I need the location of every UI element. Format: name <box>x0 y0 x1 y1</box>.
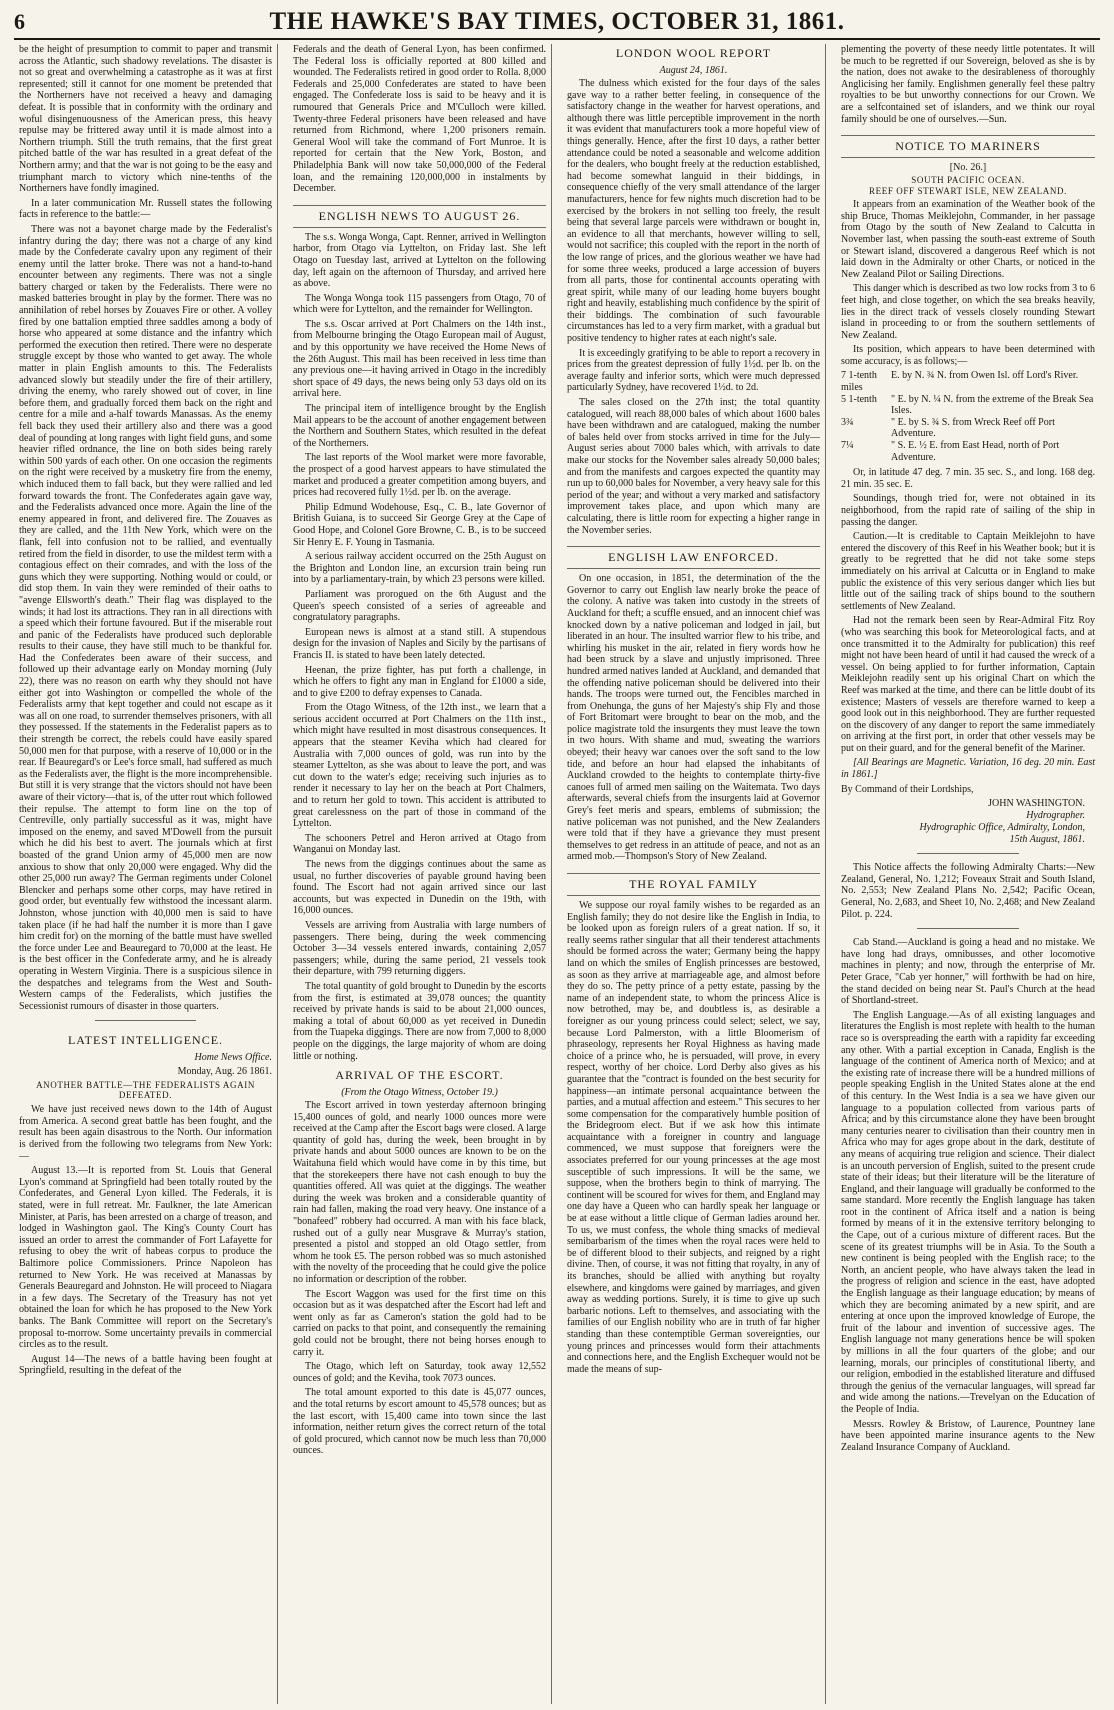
bearing-row <box>841 440 1095 463</box>
column-1 <box>14 44 278 1704</box>
article-paragraph: Soundings, though tried for, were not obtained in its neighborhood, from the rapid rate of sailing of the ship in passing the danger. <box>841 493 1095 528</box>
divider <box>917 928 1019 929</box>
article-paragraph: The Escort arrived in town yesterday afternoon bringing 15,400 ounces of gold, and nearly 1000 ounces more were received at the Camp after the Escort bags were closed. A large quantity of gold has, during the week, been brought in by private hands and about 5000 ounces are known to be on the Waitahuna field which would have come in by this time, but that the storekeepers there have not cash enough to buy the quantities offered. All was quiet at the diggings. The weather during the week was broken and a considerable quantity of rain had fallen, making the road very heavy. One instance of a "bonafeed" robbery had occurred. A man with his face black, rushed out of a gully near Musgrave & Murray's station, presented a pistol and stopped an old Otago settler, from whom he took £5. The person robbed was so much astonished with the novelty of the proceeding that he could give the police no information or description of the robber. <box>293 1100 546 1285</box>
article-paragraph: On one occasion, in 1851, the determination of the the Governor to carry out English law nearly broke the peace of the colony. A native was taken into custody in the streets of Auckland for theft; a scuffle ensued, and an innocent chief was knocked down by a native policeman and lodged in jail, but liberated in an hour. The insulted warrior flew to his tribe, and whirling his musket in the air, related in fiery words how he had been struck by a slave and unjustly imprisoned. Three hundred armed natives landed at Auckland, and demanded that the offending native policeman should be delivered into their hands. The troops were turned out, the Fencibles marched in from Onehunga, the guns of her Majesty's ship Fly and those of Fort Britomart were brought to bear on the mob, and the police magistrate told the insurgents they must leave the town in two hours. With shame and mud, sweating the warriors obeyed; their heavy war canoes over the soft sand to the low tide, and before an hour had elapsed the inhabitants of Auckland crowded to the heights to contemplate thirty-five canoes full of armed men sailing on the Waitemata. Two days afterwards, several chiefs from the insurgents laid at Governor Grey's feet meris and spears, emblems of submission; the native policeman was not punished, and the New Zealanders were told that if they have a grievance they must present themselves to get redress in an attitude of peace, and not as an armed mob.—Thompson's Story of New Zealand. <box>567 573 820 863</box>
bearing-row <box>841 417 1095 440</box>
section-heading-wool-report: LONDON WOOL REPORT <box>615 46 772 60</box>
article-paragraph: The total amount exported to this date is 45,077 ounces, and the total returns by escort amount to 45,578 ounces; but as the last escort, with 15,400 came into town since the last information, neither return gives the correct return of the total of gold procured, which cannot now be much less than 70,000 ounces. <box>293 1387 546 1457</box>
bearing-distance: 7 1-tenth miles <box>841 370 877 394</box>
command-line: By Command of their Lordships, <box>841 783 974 795</box>
article-paragraph: The last reports of the Wool market were more favorable, the prospect of a good harvest appears to have stimulated the market and produced a greater competition among buyers, and prices had recovered fully 1½d. per lb. on the average. <box>293 452 546 499</box>
section-heading-english-law: ENGLISH LAW ENFORCED. <box>567 546 820 569</box>
notice-region: SOUTH PACIFIC OCEAN. <box>911 175 1025 186</box>
wool-date: August 24, 1861. <box>659 65 728 76</box>
bearing-distance: 7¼ <box>841 440 854 452</box>
bearing-distance: 5 1-tenth <box>841 393 877 405</box>
signature-date: 15th August, 1861. <box>1009 834 1085 846</box>
article-paragraph: We have just received news down to the 14th of August from America. A second great battle has been fought, and the result has been again disastrous to the North. Our information is derived from the following two telegrams from New York:— <box>19 1104 272 1162</box>
article-paragraph: The sales closed on the 27th inst; the total quantity catalogued, will reach 88,000 bales of which about 1600 bales have been withdrawn and are catalogued, making the number of bales held over from stocks arrived in time for the July—August series about 7000 bales which, with arrivals to date make our stocks for the November sales already 50,000 bales; and from the manifests and cargoes expected the quantity may run up to 60,000 bales for November, a very heavy sale for this period of the year; and without a very marked and satisfactory improvement takes place, and upon which many are calculating, there is little room for expecting a higher range in the November series. <box>567 397 820 536</box>
bearing-description: " E. by S. ¾ S. from Wreck Reef off Port Adventure. <box>891 416 1055 440</box>
article-paragraph: In a later communication Mr. Russell states the following facts in reference to the battle:— <box>19 197 272 221</box>
article-paragraph: Its position, which appears to have been determined with some accuracy, is as follows;— <box>841 344 1095 367</box>
signature-office: Hydrographic Office, Admiralty, London, <box>919 822 1085 834</box>
notice-number: [No. 26.] <box>949 162 987 174</box>
column-4 <box>836 44 1100 1704</box>
bearing-row <box>841 370 1095 393</box>
section-heading-latest-intelligence: LATEST INTELLIGENCE. <box>67 1033 224 1048</box>
article-paragraph: Messrs. Rowley & Bristow, of Laurence, Pountney lane have been appointed marine insurance agents to the New Zealand Insurance Company of Auckland. <box>841 1418 1095 1453</box>
bearing-description: " S. E. ½ E. from East Head, north of Port Adventure. <box>891 440 1060 463</box>
article-paragraph: A serious railway accident occurred on the 25th August on the Brighton and London line, an excursion train being run into by a parliamentary-train, by which 23 persons were killed. <box>293 551 546 586</box>
article-paragraph: Had not the remark been seen by Rear-Admiral Fitz Roy (who was searching this book for Meteorological facts, and at once transmitted it to the Admiralty for publication) this reef might not have been heard of until it had caused the wreck of a vessel. On being applied to for further information, Captain Meiklejohn readily sent up his original Chart on which the Reef was marked at the time, and there can be little doubt of its existence; Masters of vessels are therefore warned to keep a good look out in this neighborhood. They are further requested on the discovery of any danger to report the same immediately on arriving at the first port, in order that other vessels may be put on their guard, and for the general benefit of the Mariner. <box>841 615 1095 754</box>
article-paragraph: The s.s. Wonga Wonga, Capt. Renner, arrived in Wellington harbor, from Otago via Lyttelton, on Friday last. She left Otago on Tuesday last, arrived at Lyttelton on the following day, left again on the afternoon of Thursday, and arrived here as above. <box>293 231 546 290</box>
article-paragraph: Heenan, the prize fighter, has put forth a challenge, in which he offers to fight any man in England for £1000 a side, and to give £200 to defray expenses to Canada. <box>293 664 546 699</box>
article-paragraph: This danger which is described as two low rocks from 3 to 6 feet high, and close together, on which the sea breaks heavily, lies in the direct track of vessels closely rounding Stewart island in proceeding to or from the southern settlements of New Zealand. <box>841 283 1095 341</box>
article-paragraph: It is exceedingly gratifying to be able to report a recovery in prices from the greatest depression of fully 1½d. per lb. on the average faulty and inferior sorts, which were much depressed particularly Sydney, have recovered 1½d. to 2d. <box>567 347 820 394</box>
signature-title: Hydrographer. <box>1026 810 1085 822</box>
article-paragraph: This Notice affects the following Admiralty Charts:—New Zealand, General, No. 1,212; Foveaux Strait and South Island, No. 2,553; New Zealand Plans No. 2,542; Pacific Ocean, General, No. 2,683, and Sheet 10, No. 2,468; and New Zealand Pilot. p. 224. <box>841 862 1095 920</box>
escort-source: (From the Otago Witness, October 19.) <box>341 1087 498 1099</box>
latest-date: Monday, Aug. 26 1861. <box>177 1066 272 1078</box>
bearings-note: [All Bearings are Magnetic. Variation, 16 deg. 20 min. East in 1861.] <box>841 757 1095 781</box>
notice-subheading: REEF OFF STEWART ISLE, NEW ZEALAND. <box>869 186 1067 197</box>
page-number: 6 <box>14 9 25 34</box>
article-paragraph: August 13.—It is reported from St. Louis that General Lyon's command at Springfield had been totally routed by the Confederates, and General Lyon killed. The Federals, it is stated, were in full retreat. Mr. Faulkner, the late American Minister, at Paris, has been arrested on a charge of treason, and lodged in Washington gaol. The King's County Court has issued an order to arrest the commander of Fort Lafayette for refusing to obey the writ of habeas corpus to produce the Baltimore police Commissioners. Prince Napoleon has returned to New York. He was received at Manassas by Generals Beauregard and Johnston. He will proceed to Niagara in a few days. The Secretary of the Treasury has not yet obtained the loan for which he has proposed to the New York banks. The Bank Committee will report on the Secretary's proposal to-morrow. Some uncertainty prevails in commercial circles as to the result. <box>19 1165 272 1351</box>
article-paragraph: European news is almost at a stand still. A stupendous design for the invasion of Naples and Sicily by the partisans of Francis II. is stated to have been lately detected. <box>293 626 546 661</box>
latest-subheading: ANOTHER BATTLE—THE FEDERALISTS AGAIN DEFEATED. <box>36 1080 255 1101</box>
column-2 <box>288 44 552 1704</box>
article-paragraph: The Escort Waggon was used for the first time on this occasion but as it was despatched after the Escort had left and went only as far as Cameron's station the gold had to be carried on packs to that point, and consequently the remaining gold could not be brought, there not being horses enough to carry it. <box>293 1288 546 1358</box>
bearing-description: " E. by N. ¼ N. from the extreme of the Break Sea Isles. <box>891 393 1094 417</box>
bearing-description: E. by N. ¾ N. from Owen Isl. off Lord's River. <box>891 370 1079 382</box>
article-paragraph: From the Otago Witness, of the 12th inst., we learn that a serious accident occurred at Port Chalmers on the 11th inst., which might have resulted in most disastrous consequences. It appears that the steamer Keviha which had cleared for Australia with 7,000 ounces of gold, was run into by the steamer Lyttelton, as she was about to leave the port, and was cut down to the water's edge; receiving such injuries as to render it necessary to lay her on the beach at Port Chalmers, and to return her gold to town. This accident is attributed to great carelessness on the part of those in command of the Lyttelton. <box>293 702 546 830</box>
article-paragraph: The English Language.—As of all existing languages and literatures the English is most replete with health to the human race so is overspreading the earth with a rapidity far exceeding any other. With a partial exception in Canada, English is the language of the continent of America north of Mexico; and at the existing rate of increase there will be a hundred millions of people speaking English in the United States alone at the end of this century. In the West India is a sea we have given our language to a population collected from various parts of Africa; and by this circumstance alone they have been brought many centuries nearer to civilisation than their country men in Africa who may for ages grope about in the dark, destitute of any means of acquiring true religion and science. Their dialect is an uncouth perversion of English, suited to the present crude state of their ideas; but their literature will be the literature of England, and their language will gradually be conformed to the same standard. More recently the English language has taken root in the continent of Africa itself and a nation is being formed by means of it in the extensive territory belonging to the Cape, out of a curious mixture of different races. But the scene of its greatest triumphs will be in Asia. To the South a new continent is being peopled with the English race; to the North, an ancient people, who have always taken the lead in the progress of religion and science in the east, have adopted the English language as their language education; by means of which they are becoming animated by a new spirit, and are entering at once upon the improved knowledge of Europe, the fruit of the labour and invention of successive ages. The English language not many generations hence be will spoken by millions in all the four quarters of the globe; and our learning, morals, our principles of constitutional liberty, and our religion, embodied in the established literature and diffused through the genius of the vernacular languages, will spread far and wide among the nations.—Trevelyan on the Education of the People of India. <box>841 1009 1095 1415</box>
article-paragraph: August 14—The news of a battle having been fought at Springfield, resulting in the defeat of the <box>19 1353 272 1377</box>
article-paragraph: Parliament was prorogued on the 6th August and the Queen's speech consisted of a series of agreeable and congratulatory paragraphs. <box>293 588 546 624</box>
article-paragraph: The dulness which existed for the four days of the sales gave way to a rather better feeling, in consequence of the satisfactory change in the weather for harvest operations, and although there was little perceptible improvement in the north it was evident that manufacturers took a more hopeful view of things generally. Hence, after the first 10 days, a rather better attendance could be noted a seasonable and welcome addition for the dealers, who bought freely at the reduction established, had become somewhat languid in their biddings, in consequence chiefly of the very small attendance of the larger manufacturers, hence for few nights much discretion had to be exercised by the brokers in not selling too freely, the result being that several large parcels were withdrawn or bought in, an evidence to all that merchants, however willing to sell, would not sacrifice; this coupled with the report in the north of the low range of prices, and the glorious weather we have had for some three weeks, produced a large accession of buyers from all parts, those for continental accounts operating with great spirit, while many of our leading home buyers bought right and heavily, establishing much confidence by the spirit of their biddings. The combination of such favourable circumstances has led to a very firm market, with a gradual but positive tendency to higher rates at each night's sale. <box>567 78 820 345</box>
article-paragraph: plementing the poverty of these needy little potentates. It will be much to be regretted if our Sovereign, beloved as she is by the nation, does not awake to the desirableness of thoroughly Anglicising her family. Englishmen generally feel these paltry royalties to be but unworthy connections for our Crown. We are a selfcontained set of islanders, and we think our royal family should be one of ourselves.—Sun. <box>841 44 1095 125</box>
newspaper-title: THE HAWKE'S BAY TIMES, OCTOBER 31, 1861. <box>269 8 845 35</box>
article-paragraph: The news from the diggings continues about the same as usual, no further discoveries of payable ground having been found. The Escort had not again arrived since our last accounts, but was expected in Dunedin on the 19th, with 16,000 ounces. <box>293 859 546 917</box>
article-paragraph: It appears from an examination of the Weather book of the ship Bruce, Thomas Meiklejohn, Commander, in her passage from Otago by the south of New Zealand to Calcutta in November last, when passing the south-east extreme of South or Stewart island, discovered a dangerous Reef which is not laid down in the Admiralty or other Charts, or noticed in the New Zealand Pilot or Sailing Directions. <box>841 199 1095 280</box>
latest-source: Home News Office. <box>194 1052 272 1064</box>
article-paragraph: There was not a bayonet charge made by the Federalist's infantry during the day; there was not a charge of any kind made by the Confederate cavalry upon any regiment of their enemy until the latter broke. There was not a hand-to-hand encounter between any regiments. There was not a single battery charged or taken by the Federalists. There were no masked batteries brought in play by the former. There was no annihilation of rebel horses by Zouaves Fire or other. A volley fired by one battalion emptied three saddles among a body of horse who appeared at some distance and the infantry which performed the execution then retired. There were no desperate struggle except by those who wanted to get away. The whole matter in plain English amounts to this. The Federalists advanced slowly but steadily under the fire of their artillery, driving the enemy, who rarely showed out of cover, in line before them, and gradually forced them back on the right and centre for a mile and a-half towards Manassas. As the enemy fell back they used their artillery also and there was a good deal of pounding at long ranges with light field guns, and some heavier rifled ordnance, the line on both sides being rarely within 500 yards of each other. On one occasion the regiments on the right were received by a musketry fire from the enemy, which induced them to fall back, but they were rallied and led forward towards the front. The Confederates again gave way, and the Federalists advanced once more. Again the line of the enemy appeared in front, and delivered fire. The Zouaves as they are called, and the 11th New York, which were on the flank, fell into confusion not to be rallied, and eventually retired from the field in disorder, to use the mildest term with a contagious effect on their comrades, and with the loss of the guns which they were supporting. Nothing would or could, or did stop them. In vain they were reminded of their oaths to "avenge Ellsworth's death." Their flag was displayed to the winds; it had lost its attractions. They ran in all directions with a speed which their fortune favoured. But if the miserable rout and panic of the Federalists have produced such deplorable results to their cause, they have still much to be thankful for. Had the Confederates been aware of their success, and followed up their advantage early on Monday morning (July 22), there was no reason on earth why they should not have either got into Washington or compelled the whole of the Federalists army that kept together and could not escape as it was all on one road, to surrender themselves prisoners, with all they possessed. If the statements in the Federalist papers as to their strength be correct, the rebels could have easily spared 50,000 men for that purpose, with a reserve of 10,000 or in the rear. If Beauregard's or Lee's force small, had suffered as much as the Federalists aver, the flight is the more incomprehensible. But still it is very strange that the victors should not have been aware of their victory—that is, of the utter rout which followed their repulse. The attempt to form line on the top of Centreville, only partially successful as it was, might have imposed on the enemy, and saved M'Dowell from the pursuit which he did his best to avert. The journals which at first boasted of the grand Union army of 45,000 men are now anxious to show that only 20,000 were engaged. Why did the other 25,000 run away? The German regiments under Colonel Blencker and perhaps some other corps, may have retired in good order, but eventually few withstood the incessant alarm. Johnston, whose junction with 40,000 men is said to have taken place (if he had half the number it is more than I gave him credit for) on the morning of the battle must have swelled the force under Lee and Beauregard to 70,000 at the least. He is the best officer in the Confederate army, and he is already operating in Western Virginia. There is a suspicious silence in the despatches and telegrams from the West and South-Western camps of the Federalists, which justifies the Secessionist rumours of disaster in those quarters. <box>19 223 272 1012</box>
battle-report <box>19 44 272 1012</box>
signature-name: JOHN WASHINGTON. <box>988 798 1085 810</box>
article-paragraph: Caution.—It is creditable to Captain Meiklejohn to have entered the discovery of this Reef in his Weather book; but it is greatly to be regretted that he did not take some steps immediately on his arrival at Calcutta or in England to make public the existence of this very serious danger which lies but little out of the sailing track of ships bound to the southern settlements of New Zealand. <box>841 531 1095 612</box>
article-paragraph: be the height of presumption to commit to paper and transmit across the Atlantic, such shadowy revelations. The disaster is not so great and overwhelming a catastrophe as it was at first represented; still it cannot for one moment be pretended that the Northerners have not received a heavy and damaging defeat. It is possible that in conformity with the ordinary and woful disingenuousness of the American press, this heavy repulse may be frittered away until it is made almost into a Northern triumph. Still the truth remains, that the first great pitched battle of the war has resulted in a great defeat of the Northern army; and that the war is not going to be the easy and triumphant march to victory which nine-tenths of the Northerners have fondly imagined. <box>19 44 272 195</box>
article-paragraph: Cab Stand.—Auckland is going a head and no mistake. We have long had drays, omnibusses, and other locomotive machines in plenty; and now, through the enterprise of Mr. Peter Grace, "Cab yer honner," will forthwith be had on hire, the stand decided on being near St. Paul's Church at the head of Shortland-street. <box>841 937 1095 1007</box>
columns <box>14 44 1100 1704</box>
section-heading-english-news: ENGLISH NEWS TO AUGUST 26. <box>293 205 546 228</box>
article-paragraph: Or, in latitude 47 deg. 7 min. 35 sec. S., and long. 168 deg. 21 min. 35 sec. E. <box>841 467 1095 490</box>
article-paragraph: The Otago, which left on Saturday, took away 12,552 ounces of gold; and the Keviha, took 7073 ounces. <box>293 1361 546 1384</box>
bearing-distance: 3¾ <box>841 416 854 428</box>
masthead <box>14 8 1100 40</box>
section-heading-arrival-escort: ARRIVAL OF THE ESCORT. <box>335 1068 504 1083</box>
article-paragraph: Federals and the death of General Lyon, has been confirmed. The Federal loss is officially reported at 800 killed and wounded. The Federalists retired in good order to Rolla. 8,000 Federals and 25,000 Confederates are stated to have been engaged. The Confederate loss is said to be heavy and it is rumoured that Generals Price and M'Culloch were killed. Twenty-three Federal prisoners have been released and have returned from Richmond, where 1,200 prisoners remain. General Wool will take the command of Fort Munroe. It is reported for certain that the New York, Boston, and Philadelphia Bank will now take 50,000,000 of the Federal loan, and the remaining 120,000,000 in instalments by December. <box>293 44 546 195</box>
section-heading-royal-family: THE ROYAL FAMILY <box>567 873 820 896</box>
article-paragraph: Vessels are arriving from Australia with large numbers of passengers. There being, during the week commencing October 3—34 vessels entered inwards, containing 2,057 passengers; while, during the same period, 21 vessels took their departure, with 799 returning diggers. <box>293 919 546 978</box>
article-paragraph: We suppose our royal family wishes to be regarded as an English family; they do not desire like the English in India, to be looked upon as foreign rulers of a great nation. If so, it really seems rather singular that all their tenderest attachments should be formed across the water; Germany being the happy land on which the smiles of English princesses are bestowed, as soon as they arrive at marriageable age, and almost before they do so. The petty prince of a petty estate, passing by the name of an independent state, to whom the princess Alice is now betrothed, may be, and doubtless is, as desirable a foreigner as our young princess could select; select, we say, because Lord Palmerston, with a little Bloomerism of phraseology, represents her Royal Highness as having made choice of a prince who, he is persuaded, will prove, in every respect, worthy of her choice. Lord Derby also gives as his guarantee that the "contract is founded on the best security for happiness—an intimate personal acquaintance between the parties, and a mutual affection and esteem." This secures to her some compensation for the comparatively humble position of the Bridegroom elect. But if we ask how this intimate acquaintance with a foreigner in country and language commenced, we must suppose that foreigners were the associates preferred for our young princesses at the age most susceptible of such impressions. It will be the same, we suppose, when the brothers begin to think of marrying. The continent will be scoured for wives for them, and England may one day have a Queen who can hardly speak her language or be at ease without a little clique of German ladies around her. To us, we must confess, the whole thing smacks of medieval semibarbarism of the times when the royal races were held to be of different blood to their subjects, and reigned by a right divine. Then, of course, it was not fitting that royalty, in any of its branches, should be allied with anything but royalty elsewhere, and kingdoms were gained by marriages, and given away as wedding portions. Surely, it is time to give up such barbaric notions. Left to themselves, and associating with the families of our English nobility who are in truth of far higher standing than these contemptible German sovereignties, our young princes and princesses would form their attachments and connections here, and the English Exchequer would not be made the means of sup- <box>567 900 820 1375</box>
section-heading-notice-to-mariners: NOTICE TO MARINERS <box>841 135 1095 158</box>
article-paragraph: The total quantity of gold brought to Dunedin by the escorts from the first, is estimated at 39,078 ounces; the quantity received by private hands is said to be about 21,000 ounces, making a total of about 60,000 as yet received in Dunedin from the Tuapeka diggings. There are now from 7,000 to 8,000 people on the diggings, the large majority of whom are doing little or nothing. <box>293 980 546 1062</box>
article-paragraph: The principal item of intelligence brought by the English Mail appears to be the account of another engagement between the Northern and Southern States, which resulted in the defeat of the Northerners. <box>293 403 546 449</box>
article-paragraph: The Wonga Wonga took 115 passengers from Otago, 70 of which were for Lyttelton, and the remainder for Wellington. <box>293 292 546 316</box>
divider <box>917 853 1019 854</box>
column-3 <box>562 44 826 1704</box>
article-paragraph: The s.s. Oscar arrived at Port Chalmers on the 14th inst., from Melbourne bringing the Otago European mail of August, and by this opportunity we have received the Home News of the 26th August. This mail has been received in less time than any previous one—it having arrived in Otago in the incredibly short space of 49 days, the news being only 53 days old on its arrival here. <box>293 318 546 400</box>
article-paragraph: The schooners Petrel and Heron arrived at Otago from Wanganui on Monday last. <box>293 832 546 856</box>
bearing-row <box>841 394 1095 417</box>
divider <box>95 1020 196 1021</box>
article-paragraph: Philip Edmund Wodehouse, Esq., C. B., late Governor of British Guiana, is to succeed Sir George Grey at the Cape of Good Hope, and Colonel Gore Browne, C. B., is to be succeed Sir Henry E. F. Young in Tasmania. <box>293 501 546 548</box>
bearings-list <box>841 370 1095 463</box>
